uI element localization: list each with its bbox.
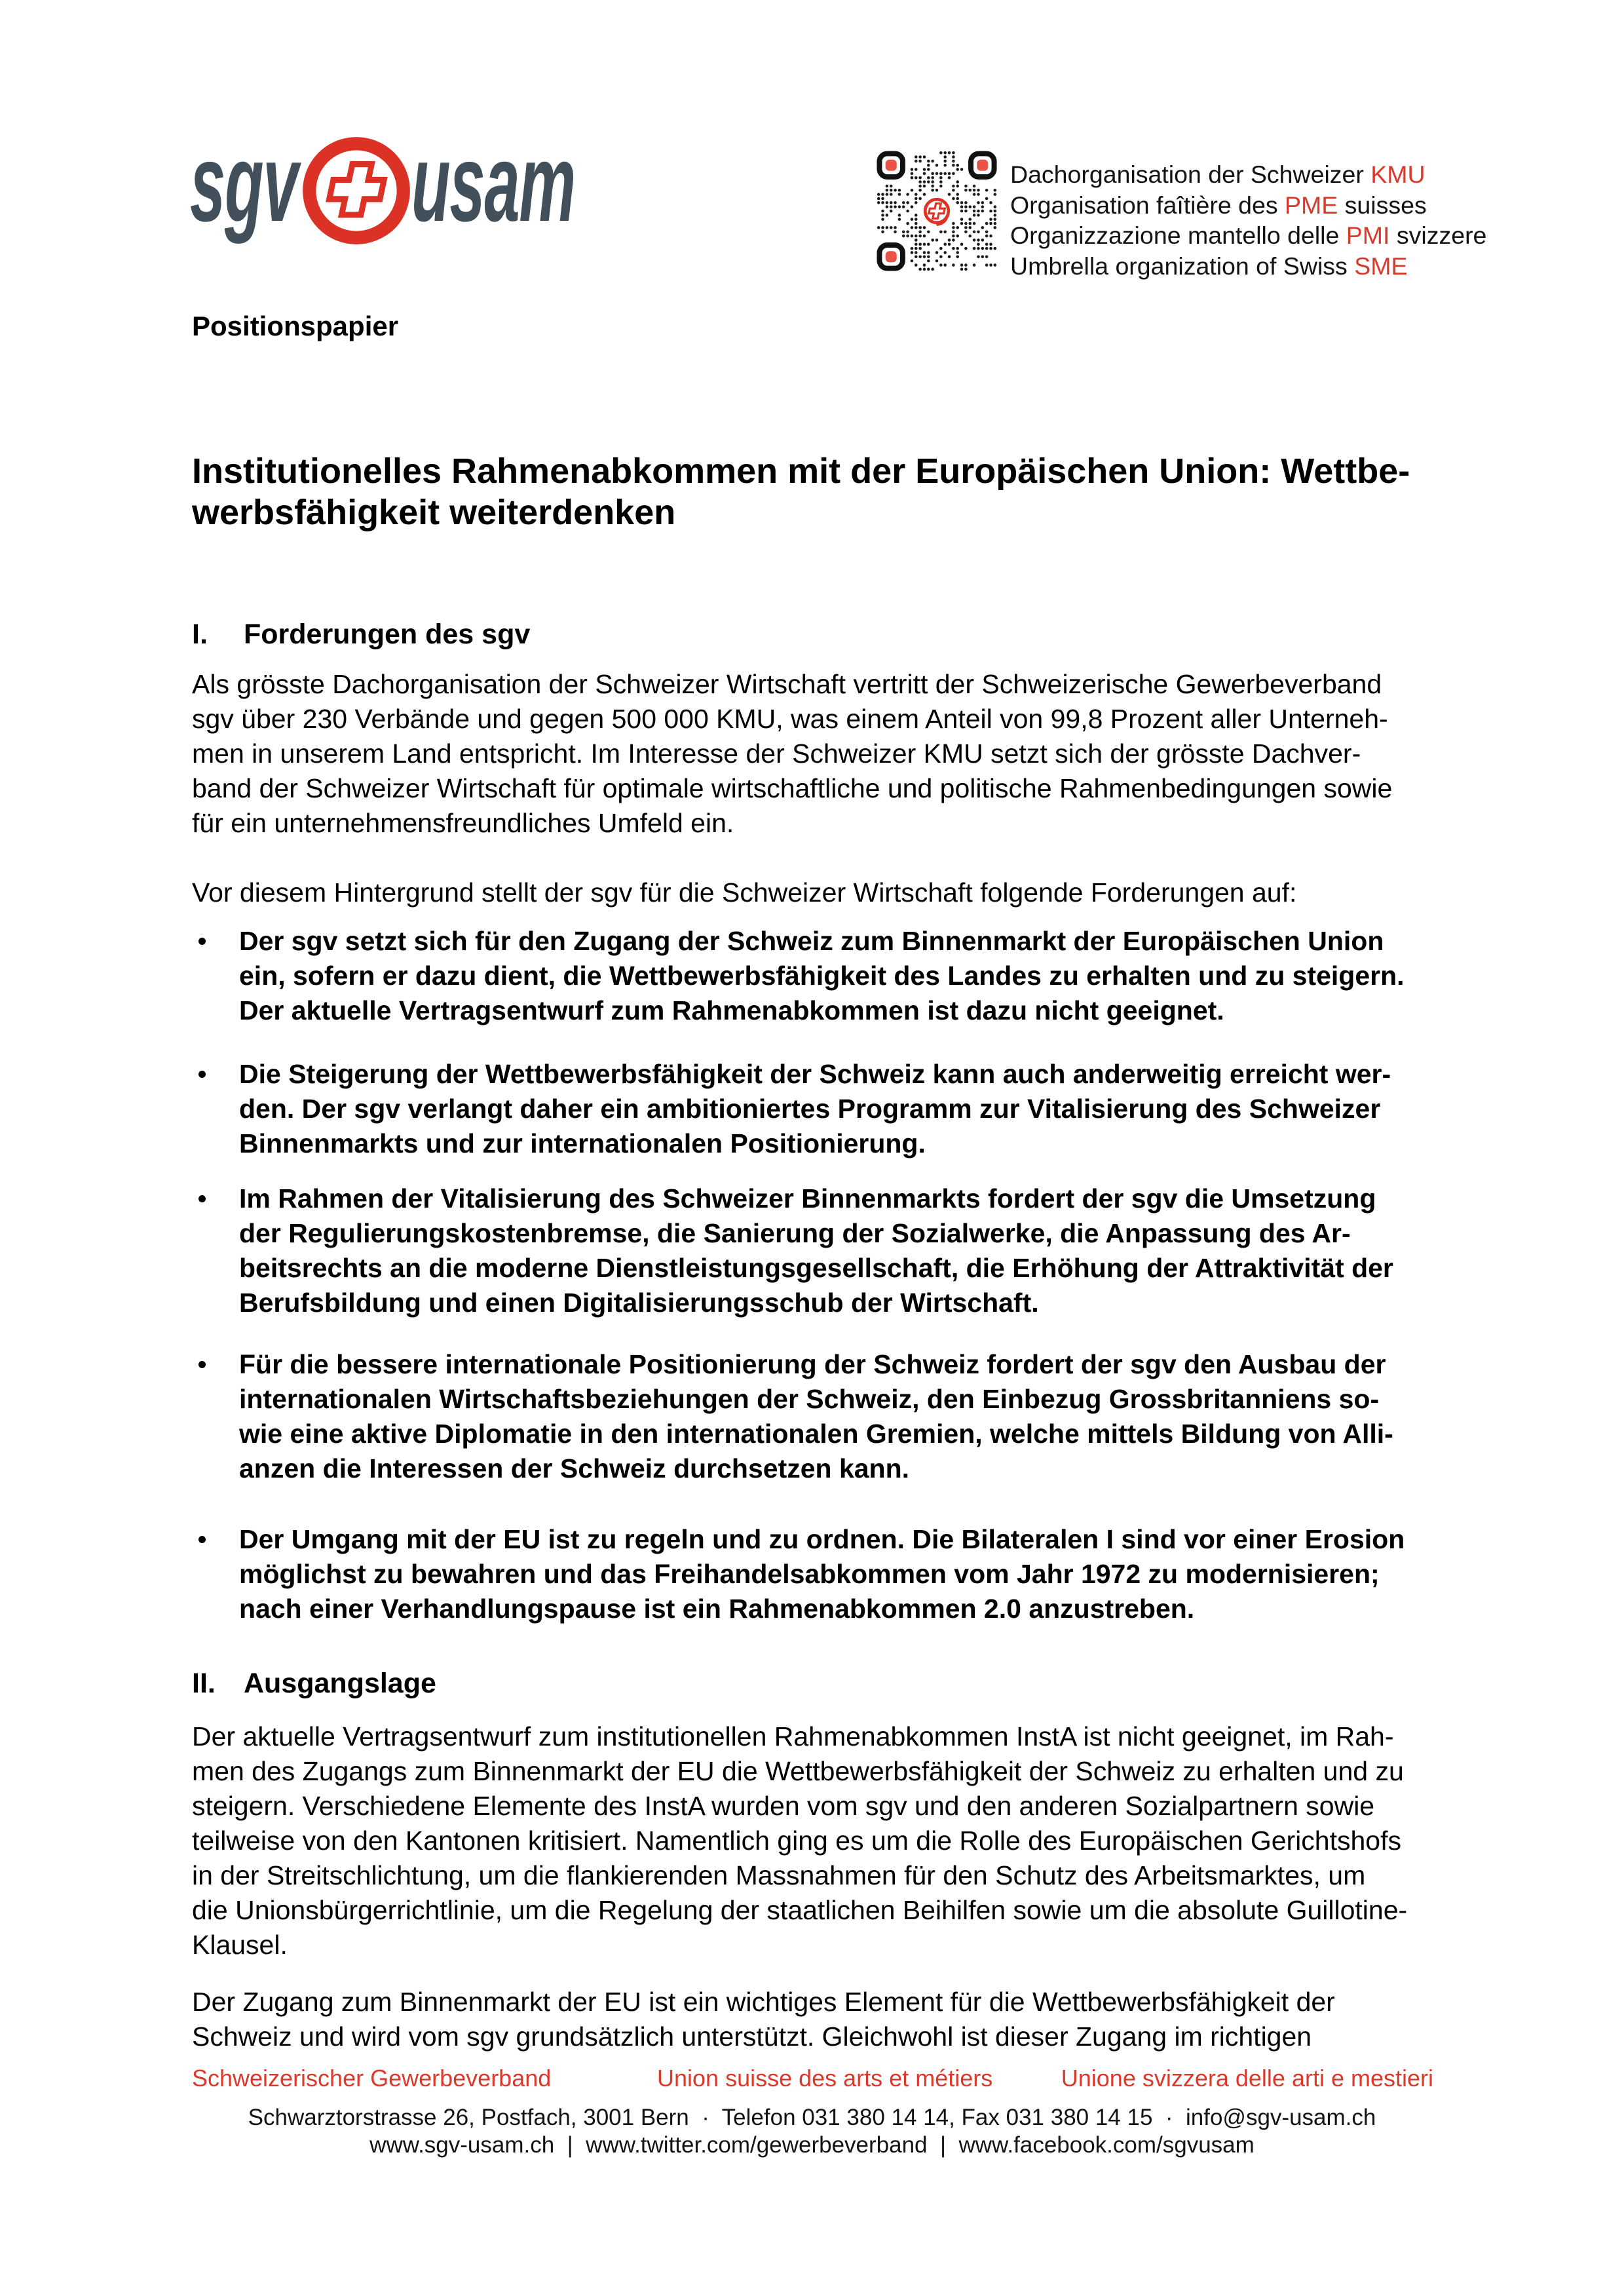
- document-type-label: Positionspapier: [192, 311, 399, 341]
- bullet-text: Die Steigerung der Wettbewerbsfähigkeit der Schweiz kann auch anderweitig erreicht wer- den. Der sgv verlangt daher ein ambitioniertes Programm zur Vitalisierung des Schweizer Binnenmarkts und zur internationalen Positionierung.: [239, 1059, 1391, 1158]
- paragraph: Der Zugang zum Binnenmarkt der EU ist ein wichtiges Element für die Wettbewerbsfähigkeit der Schweiz und wird vom sgv grundsätzlich unterstützt. Gleichwohl ist dieser Zugang im richtigen: [192, 1987, 1335, 2052]
- bullet-dot-icon: [198, 1361, 206, 1368]
- footer-org-de: Schweizerischer Gewerbeverband: [192, 2065, 552, 2092]
- org-line-abbr: PME: [1284, 191, 1338, 219]
- bullet-text: Im Rahmen der Vitalisierung des Schweizer Binnenmarkts fordert der sgv die Umsetzung der Regulierungskostenbremse, die Sanierung der Sozialwerke, die Anpassung des Ar- beitsrechts an die moderne Dienstleistungsgesellschaft, die Erhöhung der Attraktivität der Berufsbildung und einen Digitalisierungsschub der Wirtschaft.: [239, 1183, 1393, 1318]
- logo-text-usam: usam: [411, 121, 575, 244]
- section-number: II.: [192, 1668, 216, 1699]
- paragraph: Vor diesem Hintergrund stellt der sgv für die Schweizer Wirtschaft folgende Forderungen auf:: [192, 877, 1297, 908]
- footer-org-it: Unione svizzera delle arti e mestieri: [1061, 2065, 1433, 2092]
- bullet-dot-icon: [198, 938, 206, 945]
- letterhead-org-lines: [1010, 159, 1486, 281]
- bullet-item: [192, 1522, 1450, 1626]
- bullet-text: Für die bessere internationale Positionierung der Schweiz fordert der sgv den Ausbau der internationalen Wirtschaftsbeziehungen der Schweiz, den Einbezug Grossbritanniens so- wie eine aktive Diplomatie in den internationalen Gremien, welche mittels Bildung von Alli- anzen die Interessen der Schweiz durchsetzen kann.: [239, 1349, 1393, 1483]
- org-line-text: Dachorganisation der Schweizer: [1010, 161, 1371, 188]
- qr-finder-top-left: [879, 153, 903, 177]
- bullet-item: [192, 924, 1450, 1028]
- org-line-fr: [1010, 190, 1486, 221]
- bullet-dot-icon: [198, 1195, 206, 1202]
- bullet-item: [192, 1181, 1450, 1320]
- org-line-text: suisses: [1338, 191, 1427, 219]
- org-line-abbr: PMI: [1346, 221, 1390, 249]
- footer-links: www.sgv-usam.ch | www.twitter.com/gewerbeverband | www.facebook.com/sgvusam: [369, 2132, 1255, 2158]
- footer-address: Schwarztorstrasse 26, Postfach, 3001 Bern · Telefon 031 380 14 14, Fax 031 380 14 15 · info@sgv-usam.ch: [248, 2105, 1376, 2130]
- section-number: I.: [192, 619, 208, 650]
- section-title: Ausgangslage: [244, 1668, 436, 1699]
- qr-center-logo-icon: [918, 192, 956, 230]
- bullet-dot-icon: [198, 1071, 206, 1078]
- qr-code-icon: [877, 151, 997, 271]
- bullet-item: [192, 1057, 1450, 1161]
- org-line-abbr: KMU: [1370, 161, 1426, 188]
- sgv-usam-logo: [190, 121, 575, 253]
- section-heading-2: [192, 1667, 436, 1700]
- qr-finder-top-right: [971, 153, 994, 177]
- swiss-cross-emblem-icon: [296, 130, 417, 251]
- org-line-text: Organisation faîtière des: [1010, 191, 1285, 219]
- bullet-dot-icon: [198, 1536, 206, 1543]
- paragraph: Der aktuelle Vertragsentwurf zum institutionellen Rahmenabkommen InstA ist nicht geeignet, im Rah- men des Zugangs zum Binnenmarkt der EU die Wettbewerbsfähigkeit der Schweiz zu erhalten und zu steigern. Verschiedene Elemente des InstA wurden vom sgv und den anderen Sozialpartnern sowie teilweise von den Kantonen kritisiert. Namentlich ging es um die Rolle des Europäischen Gerichtshofs in der Streitschlichtung, um die flankierenden Massnahmen für den Schutz des Arbeitsmarktes, um die Unionsbürgerrichtlinie, um die Regelung der staatlichen Beihilfen sowie um die absolute Guillotine- Klausel.: [192, 1721, 1408, 1960]
- org-line-abbr: SME: [1354, 252, 1408, 280]
- bullet-text: Der sgv setzt sich für den Zugang der Schweiz zum Binnenmarkt der Europäischen Union ein, sofern er dazu dient, die Wettbewerbsfähigkeit des Landes zu erhalten und zu steigern. Der aktuelle Vertragsentwurf zum Rahmenabkommen ist dazu nicht geeignet.: [239, 926, 1405, 1025]
- org-line-de: [1010, 159, 1486, 190]
- org-line-en: [1010, 251, 1486, 282]
- bullet-text: Der Umgang mit der EU ist zu regeln und zu ordnen. Die Bilateralen I sind vor einer Erosion möglichst zu bewahren und das Freihandelsabkommen vom Jahr 1972 zu modernisieren; nach einer Verhandlungspause ist ein Rahmenabkommen 2.0 anzustreben.: [239, 1524, 1405, 1624]
- paragraph: Als grösste Dachorganisation der Schweizer Wirtschaft vertritt der Schweizerische Gewerbeverband sgv über 230 Verbände und gegen 500 000 KMU, was einem Anteil von 99,8 Prozent aller Unterneh- men in unserem Land entspricht. Im Interesse der Schweizer KMU setzt sich der grösste Dachver- band der Schweizer Wirtschaft für optimale wirtschaftliche und politische Rahmenbedingungen sowie für ein unternehmensfreundliches Umfeld ein.: [192, 669, 1393, 838]
- logo-text-sgv: sgv: [190, 121, 298, 244]
- org-line-it: [1010, 220, 1486, 251]
- org-line-text: Organizzazione mantello delle: [1010, 221, 1346, 249]
- footer-org-fr: Union suisse des arts et métiers: [657, 2065, 993, 2092]
- section-title: Forderungen des sgv: [244, 619, 531, 650]
- page-title: Institutionelles Rahmenabkommen mit der Europäischen Union: Wettbe- werbsfähigkeit weiterdenken: [192, 451, 1410, 532]
- qr-finder-bottom-left: [879, 245, 903, 269]
- org-line-text: Umbrella organization of Swiss: [1010, 252, 1355, 280]
- section-heading-1: [192, 618, 530, 651]
- org-line-text: svizzere: [1389, 221, 1487, 249]
- bullet-item: [192, 1347, 1450, 1486]
